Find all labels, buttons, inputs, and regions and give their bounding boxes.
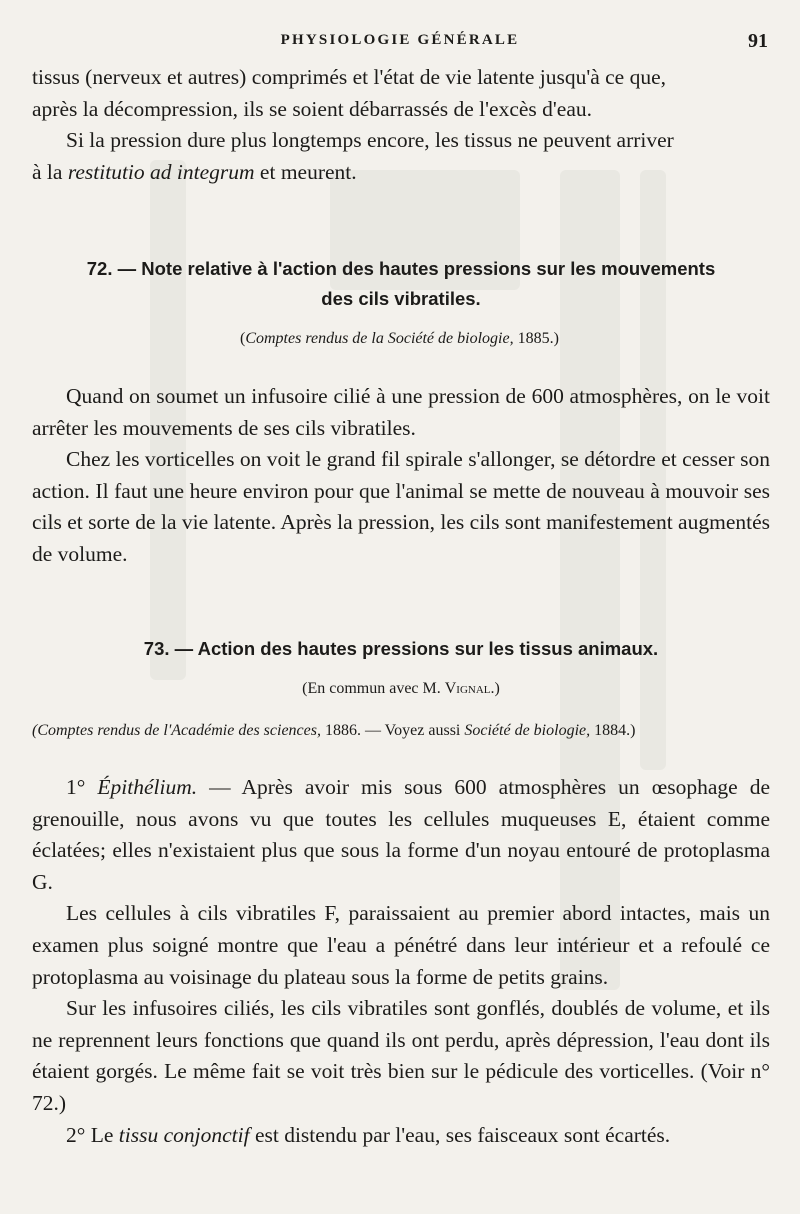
- p1-number: 1°: [66, 775, 98, 799]
- collab-post: .): [490, 680, 500, 697]
- page-number: 91: [748, 30, 768, 52]
- source-b-journal: Société de biologie,: [464, 722, 591, 739]
- section-73-paragraph-3: Sur les infusoires ciliés, les cils vibratiles sont gonflés, doublés de volume, et ils ne reprennent leurs fonctions que quand ils ont perdu, après dépression, l'eau dont ils étaient gorgés. Le même fait se voit très bien sur le pédicule des vorticelles. (Voir n° 72.): [32, 996, 770, 1115]
- source-journal: Comptes rendus de la Société de biologie,: [245, 330, 514, 347]
- intro-p2-pre: à la: [32, 159, 68, 184]
- source-a-year: 1886. — Voyez aussi: [320, 722, 465, 739]
- section-73-collab: [32, 678, 770, 700]
- collab-name: Vignal: [444, 680, 491, 697]
- section-73-source: [32, 720, 770, 742]
- section-72-paragraph-2: Chez les vorticelles on voit le grand fil spirale s'allonger, se détordre et cesser son action. Il faut une heure environ pour que l'animal se mette de nouveau à mouvoir ses cils et sorte de la vie latente. Après la pression, les cils sont manifestement augmentés de volume.: [32, 447, 770, 566]
- section-72-heading: [32, 254, 770, 314]
- source-open: (: [240, 330, 246, 347]
- p1-italic: Épithélium.: [97, 775, 198, 799]
- intro-paragraph-2: [32, 125, 770, 188]
- collab-pre: (En commun avec M.: [302, 680, 445, 697]
- section-73-paragraph-1: [32, 772, 770, 898]
- section-73-paragraph-2: Les cellules à cils vibratiles F, paraissaient au premier abord intactes, mais un examen plus soigné montre que l'eau a pénétré dans leur intérieur et a refoulé ce protoplasma au voisinage du plateau sous la forme de petits grains.: [32, 901, 770, 989]
- intro-p2-post: et meurent.: [254, 159, 357, 184]
- intro-line-1: tissus (nerveux et autres) comprimés et l'état de vie latente jusqu'à ce que,: [32, 65, 667, 89]
- section-72-paragraph-1: Quand on soumet un infusoire cilié à une pression de 600 atmosphères, on le voit arrêter les mouvements de ses cils vibratiles.: [32, 384, 770, 440]
- p4-number: 2° Le: [66, 1122, 119, 1147]
- section-72-source: [240, 328, 770, 350]
- section-73-body: [32, 772, 770, 1151]
- intro-line-2: après la décompression, ils se soient débarrassés de l'excès d'eau.: [32, 96, 592, 121]
- intro-block: [32, 62, 770, 188]
- section-72-title-line1: 72. — Note relative à l'action des hautes pressions sur les mouvements: [86, 258, 716, 279]
- intro-p2-line1: Si la pression dure plus longtemps encore, les tissus ne peuvent arriver: [66, 128, 674, 153]
- source-a-journal: (Comptes rendus de l'Académie des sciences,: [32, 722, 321, 739]
- source-b-year: 1884.): [590, 722, 636, 739]
- section-73-heading: 73. — Action des hautes pressions sur les tissus animaux.: [143, 638, 659, 659]
- p4-rest: est distendu par l'eau, ses faisceaux sont écartés.: [249, 1122, 671, 1147]
- running-head: [0, 30, 800, 54]
- running-title: PHYSIOLOGIE GÉNÉRALE: [280, 32, 520, 48]
- section-72-body: [32, 381, 770, 571]
- p4-italic: tissu conjonctif: [118, 1122, 250, 1147]
- source-year: 1885.): [513, 330, 559, 347]
- intro-p2-italic: restitutio ad integrum: [67, 159, 255, 184]
- section-73-paragraph-4: [32, 1120, 770, 1152]
- section-72-title-line2: des cils vibratiles.: [321, 288, 481, 309]
- p1-rest: — Après avoir mis sous 600 atmosphères un œsophage de grenouille, nous avons vu que toutes les cellules muqueuses E, étaient comme éclatées; elles n'existaient plus que sous la forme d'un noyau entouré de protoplasma G.: [32, 775, 770, 894]
- intro-paragraph-1: [32, 62, 770, 125]
